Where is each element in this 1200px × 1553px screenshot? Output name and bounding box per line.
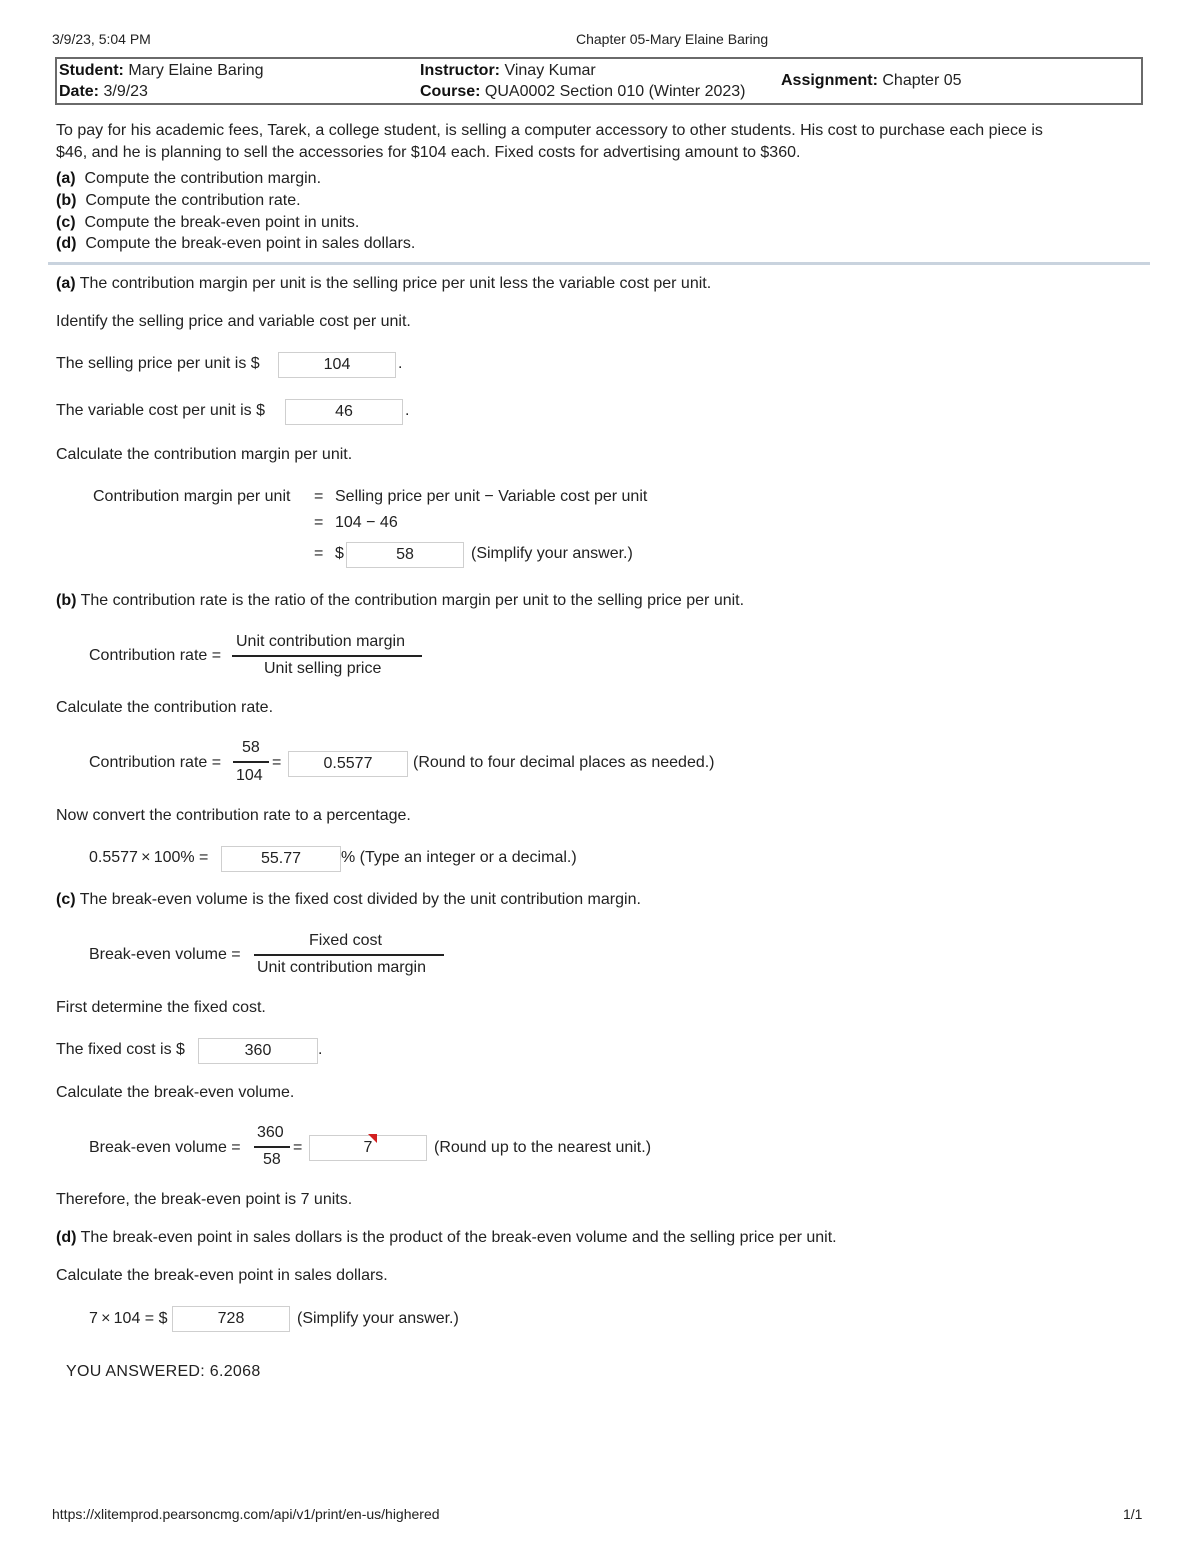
equals-sign: = xyxy=(272,754,282,771)
cr-formula-lhs: Contribution rate = xyxy=(89,647,222,664)
problem-part-a xyxy=(56,170,321,188)
cr-calc-lhs: Contribution rate = xyxy=(89,754,222,771)
section-divider xyxy=(48,262,1150,265)
student-info-box xyxy=(55,57,1143,105)
fraction-bar xyxy=(254,954,444,956)
cr-hint: (Round to four decimal places as needed.) xyxy=(413,754,715,771)
student-row xyxy=(59,62,264,80)
part-d-calc: Calculate the break-even point in sales dollars. xyxy=(56,1267,388,1284)
percent-hint: % (Type an integer or a decimal.) xyxy=(341,849,577,866)
part-c-therefore: Therefore, the break-even point is 7 units. xyxy=(56,1191,353,1208)
fixed-cost-answer[interactable]: 360 xyxy=(198,1038,318,1064)
cm-formula-lhs: Contribution margin per unit xyxy=(93,488,291,505)
sales-dollars-answer[interactable]: 728 xyxy=(172,1306,290,1332)
assignment-value: Chapter 05 xyxy=(882,72,962,89)
bev-calc-lhs: Break-even volume = xyxy=(89,1139,241,1156)
instructor-row xyxy=(420,62,596,80)
sales-dollars-expression: 7 × 104 = $ xyxy=(89,1310,168,1327)
part-b-convert: Now convert the contribution rate to a percentage. xyxy=(56,807,411,824)
bev-formula-numerator: Fixed cost xyxy=(309,932,382,949)
part-a-intro-text: The contribution margin per unit is the selling price per unit less the variable cost per unit. xyxy=(79,275,712,292)
cr-denominator: 104 xyxy=(236,767,263,784)
problem-part-c xyxy=(56,214,359,232)
part-d-intro xyxy=(56,1229,837,1247)
part-text: Compute the contribution margin. xyxy=(84,170,322,187)
contribution-margin-answer[interactable]: 58 xyxy=(346,542,464,568)
part-c-calc: Calculate the break-even volume. xyxy=(56,1084,295,1101)
bev-formula-lhs: Break-even volume = xyxy=(89,946,241,963)
part-a-identify: Identify the selling price and variable cost per unit. xyxy=(56,313,411,330)
selling-price-label: The selling price per unit is $ xyxy=(56,355,260,372)
print-datetime: 3/9/23, 5:04 PM xyxy=(52,31,151,47)
fraction-bar xyxy=(233,761,269,763)
student-label: Student: xyxy=(59,62,124,79)
cr-formula-denominator: Unit selling price xyxy=(264,660,382,677)
fraction-bar xyxy=(254,1146,290,1148)
fixed-cost-label: The fixed cost is $ xyxy=(56,1041,185,1058)
part-a-intro xyxy=(56,275,711,293)
part-text: Compute the contribution rate. xyxy=(85,192,301,209)
part-c-intro-text: The break-even volume is the fixed cost divided by the unit contribution margin. xyxy=(79,891,641,908)
contribution-rate-answer[interactable]: 0.5577 xyxy=(288,751,408,777)
part-b-intro-text: The contribution rate is the ratio of the contribution margin per unit to the selling price per unit. xyxy=(80,592,745,609)
part-c-first: First determine the fixed cost. xyxy=(56,999,266,1016)
problem-text-line2: $46, and he is planning to sell the accessories for $104 each. Fixed costs for advertising amount to $360. xyxy=(56,144,801,161)
period: . xyxy=(405,402,410,419)
variable-cost-label: The variable cost per unit is $ xyxy=(56,402,265,419)
date-label: Date: xyxy=(59,83,100,100)
instructor-label: Instructor: xyxy=(420,62,500,79)
period: . xyxy=(318,1041,323,1058)
bev-numerator: 360 xyxy=(257,1124,284,1141)
date-value: 3/9/23 xyxy=(103,83,148,100)
course-label: Course: xyxy=(420,83,481,100)
date-row xyxy=(59,83,148,101)
dollar-sign: $ xyxy=(335,545,344,562)
equals-sign: = xyxy=(293,1139,303,1156)
bev-hint: (Round up to the nearest unit.) xyxy=(434,1139,652,1156)
equals-sign: = xyxy=(314,545,324,562)
fraction-bar xyxy=(232,655,422,657)
sales-dollars-hint: (Simplify your answer.) xyxy=(297,1310,459,1327)
part-text: Compute the break-even point in units. xyxy=(84,214,360,231)
student-name: Mary Elaine Baring xyxy=(128,62,264,79)
variable-cost-answer[interactable]: 46 xyxy=(285,399,403,425)
you-answered: YOU ANSWERED: 6.2068 xyxy=(66,1363,261,1380)
cr-formula-numerator: Unit contribution margin xyxy=(236,633,405,650)
assignment-row xyxy=(781,72,962,90)
page-number: 1/1 xyxy=(1123,1506,1143,1522)
part-d-label: (d) xyxy=(56,1229,77,1246)
equals-sign: = xyxy=(314,514,324,531)
problem-text-line1: To pay for his academic fees, Tarek, a college student, is selling a computer accessory to other students. His cost to purchase each piece is xyxy=(56,122,1043,139)
percentage-answer[interactable]: 55.77 xyxy=(221,846,341,872)
cm-hint: (Simplify your answer.) xyxy=(471,545,633,562)
part-label: (c) xyxy=(56,214,76,231)
assignment-label: Assignment: xyxy=(781,72,878,89)
selling-price-answer[interactable]: 104 xyxy=(278,352,396,378)
part-label: (d) xyxy=(56,235,77,252)
part-label: (a) xyxy=(56,170,76,187)
course-value: QUA0002 Section 010 (Winter 2023) xyxy=(484,83,746,100)
incorrect-flag-icon xyxy=(368,1134,377,1143)
problem-part-b xyxy=(56,192,301,210)
print-title: Chapter 05-Mary Elaine Baring xyxy=(576,31,769,47)
part-c-intro xyxy=(56,891,641,909)
period: . xyxy=(398,355,403,372)
bev-formula-denominator: Unit contribution margin xyxy=(257,959,426,976)
part-b-label: (b) xyxy=(56,592,77,609)
part-d-intro-text: The break-even point in sales dollars is the product of the break-even volume and the selling price per unit. xyxy=(80,1229,837,1246)
part-b-intro xyxy=(56,592,744,610)
part-a-label: (a) xyxy=(56,275,76,292)
part-c-label: (c) xyxy=(56,891,76,908)
cm-formula-rhs: Selling price per unit − Variable cost per unit xyxy=(335,488,648,505)
percent-expression: 0.5577 × 100% = xyxy=(89,849,209,866)
part-text: Compute the break-even point in sales dollars. xyxy=(85,235,416,252)
course-row xyxy=(420,83,746,101)
footer-url[interactable]: https://xlitemprod.pearsoncmg.com/api/v1/print/en-us/highered xyxy=(52,1506,440,1522)
cm-substitution: 104 − 46 xyxy=(335,514,398,531)
equals-sign: = xyxy=(314,488,324,505)
bev-denominator: 58 xyxy=(263,1151,281,1168)
part-label: (b) xyxy=(56,192,77,209)
part-a-calc: Calculate the contribution margin per unit. xyxy=(56,446,353,463)
part-b-calc: Calculate the contribution rate. xyxy=(56,699,274,716)
cr-numerator: 58 xyxy=(242,739,260,756)
break-even-volume-answer[interactable]: 7 xyxy=(309,1135,427,1161)
instructor-name: Vinay Kumar xyxy=(504,62,596,79)
problem-part-d xyxy=(56,235,415,253)
